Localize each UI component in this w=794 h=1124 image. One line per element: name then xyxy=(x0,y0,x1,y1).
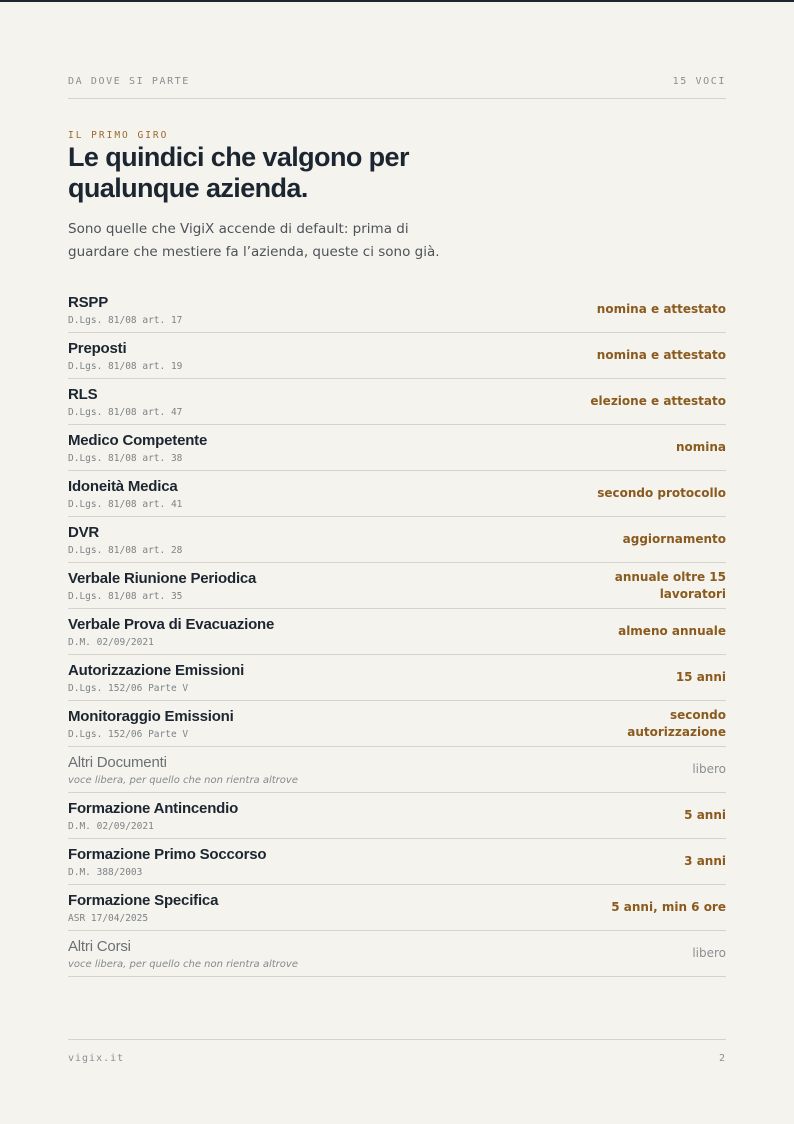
list-item-info xyxy=(68,846,266,878)
list-item-name: Verbale Riunione Periodica xyxy=(68,569,257,587)
list-item-value: nomina e attestato xyxy=(596,348,726,362)
footer-site: vigix.it xyxy=(68,1053,125,1064)
list-item-value: 5 anni xyxy=(684,808,726,822)
list-item-info xyxy=(68,570,256,602)
list-item-info xyxy=(68,616,274,648)
list-item-info xyxy=(68,432,207,464)
list-item-name: Monitoraggio Emissioni xyxy=(68,707,234,725)
list-item xyxy=(68,747,726,793)
list-item xyxy=(68,839,726,885)
list-item-info xyxy=(68,708,234,740)
list-item-name: Idoneità Medica xyxy=(68,477,178,495)
list-item xyxy=(68,609,726,655)
list-item-info xyxy=(68,524,182,556)
page-header xyxy=(68,76,726,99)
list-item-value: nomina e attestato xyxy=(596,302,726,316)
list-item xyxy=(68,517,726,563)
list-item xyxy=(68,333,726,379)
list-item-name: Medico Competente xyxy=(68,431,208,449)
list-item-name: Preposti xyxy=(68,339,127,357)
list-item xyxy=(68,931,726,977)
page-title: Le quindici che valgono per qualunque azienda. xyxy=(68,142,409,203)
list-item-reference: ASR 17/04/2025 xyxy=(68,912,149,924)
list-item-value: elezione e attestato xyxy=(590,394,726,408)
list-item-info xyxy=(68,892,218,924)
list-item-name: DVR xyxy=(68,523,100,541)
list-item-value: 15 anni xyxy=(675,670,726,684)
list-item xyxy=(68,655,726,701)
list-item-value: 3 anni xyxy=(684,854,726,868)
list-item-reference: D.M. 388/2003 xyxy=(68,866,143,878)
list-item-value: aggiornamento xyxy=(622,532,726,546)
item-count: 15 VOCI xyxy=(672,76,726,87)
list-item-name: Verbale Prova di Evacuazione xyxy=(68,615,275,633)
list-item-reference: D.Lgs. 81/08 art. 47 xyxy=(68,406,183,418)
list-item-name: RLS xyxy=(68,385,98,403)
page-footer xyxy=(68,1039,726,1064)
list-item xyxy=(68,793,726,839)
list-item-info xyxy=(68,800,238,832)
list-item-value: almeno annuale xyxy=(618,624,726,638)
list-item-info xyxy=(68,294,182,326)
list-item-info xyxy=(68,478,182,510)
list-item-name: RSPP xyxy=(68,293,109,311)
lead-paragraph: Sono quelle che VigiX accende di default: prima di guardare che mestiere fa l’azienda, queste ci sono già. xyxy=(68,221,440,260)
eyebrow-label: IL PRIMO GIRO xyxy=(68,130,169,141)
list-item-reference: voce libera, per quello che non rientra altrove xyxy=(68,958,298,970)
list-item-name: Autorizzazione Emissioni xyxy=(68,661,245,679)
list-item-reference: D.Lgs. 152/06 Parte V xyxy=(68,728,189,740)
list-item xyxy=(68,563,726,609)
list-item-value: secondo protocollo xyxy=(597,486,726,500)
list-item-reference: D.M. 02/09/2021 xyxy=(68,636,154,648)
section-label: DA DOVE SI PARTE xyxy=(68,76,190,87)
list-item-name: Altri Corsi xyxy=(68,937,131,955)
list-item-info xyxy=(68,340,182,372)
list-item xyxy=(68,471,726,517)
list-item-info xyxy=(68,754,298,786)
list-item-reference: D.Lgs. 81/08 art. 28 xyxy=(68,544,183,556)
list-item-value: annuale oltre 15 lavoratori xyxy=(614,569,726,601)
list-item-name: Formazione Antincendio xyxy=(68,799,239,817)
list-item-value: 5 anni, min 6 ore xyxy=(611,900,726,914)
list-item-reference: D.Lgs. 81/08 art. 41 xyxy=(68,498,183,510)
list-item-info xyxy=(68,386,182,418)
list-item-reference: D.Lgs. 81/08 art. 38 xyxy=(68,452,183,464)
list-item xyxy=(68,379,726,425)
list-item-reference: D.Lgs. 81/08 art. 35 xyxy=(68,590,183,602)
list-item-value: secondo autorizzazione xyxy=(627,707,726,739)
list-item-reference: D.Lgs. 152/06 Parte V xyxy=(68,682,189,694)
list-item-value: nomina xyxy=(675,440,726,454)
list-item-name: Altri Documenti xyxy=(68,753,167,771)
page-number: 2 xyxy=(718,1053,726,1064)
list-item-value: libero xyxy=(692,946,726,960)
list-item xyxy=(68,287,726,333)
list-item-info xyxy=(68,938,298,970)
list-item xyxy=(68,701,726,747)
list-item-name: Formazione Primo Soccorso xyxy=(68,845,267,863)
list-item xyxy=(68,425,726,471)
requirements-list xyxy=(68,287,726,977)
list-item-reference: voce libera, per quello che non rientra altrove xyxy=(68,774,298,786)
list-item-name: Formazione Specifica xyxy=(68,891,219,909)
list-item-reference: D.Lgs. 81/08 art. 17 xyxy=(68,314,183,326)
list-item-info xyxy=(68,662,244,694)
list-item-value: libero xyxy=(692,762,726,776)
list-item-reference: D.Lgs. 81/08 art. 19 xyxy=(68,360,183,372)
list-item-reference: D.M. 02/09/2021 xyxy=(68,820,154,832)
list-item xyxy=(68,885,726,931)
